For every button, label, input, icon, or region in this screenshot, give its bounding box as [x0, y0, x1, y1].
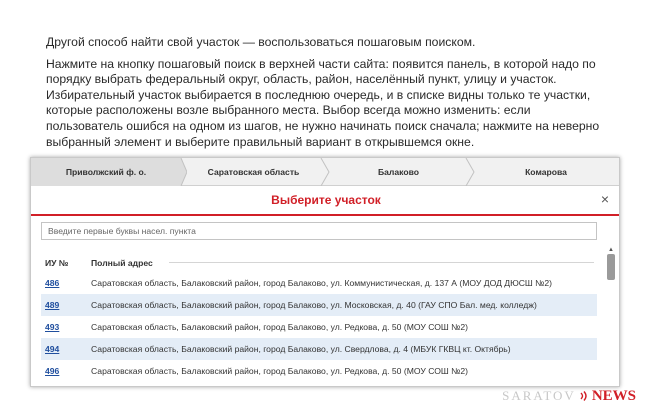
precinct-id-link[interactable]: 486 [45, 278, 60, 288]
breadcrumb-label: Комарова [525, 167, 567, 177]
precinct-list [41, 272, 597, 382]
breadcrumb-street[interactable] [471, 158, 620, 186]
watermark-saratov: SARATOV [502, 388, 576, 403]
header-divider [169, 262, 594, 263]
breadcrumb-federal-district[interactable] [31, 158, 181, 186]
modal-title: Выберите участок [271, 193, 381, 207]
precinct-address: Саратовская область, Балаковский район, город Балаково, ул. Коммунистическая, д. 137 А (МОУ ДОД ДЮСШ №2) [91, 278, 553, 288]
precinct-address: Саратовская область, Балаковский район, город Балаково, ул. Редкова, д. 50 (МОУ СОШ №2) [91, 322, 469, 332]
precinct-address: Саратовская область, Балаковский район, город Балаково, ул. Редкова, д. 50 (МОУ СОШ №2) [91, 366, 469, 376]
table-row[interactable] [41, 338, 597, 360]
intro-text [46, 35, 606, 156]
site-watermark [502, 387, 636, 405]
breadcrumb-city[interactable] [326, 158, 471, 186]
signal-wave-icon [578, 390, 590, 402]
precinct-address: Саратовская область, Балаковский район, город Балаково, ул. Московская, д. 40 (ГАУ СПО Бал. мед. колледж) [91, 300, 537, 310]
breadcrumb-region[interactable] [181, 158, 326, 186]
scroll-up-icon[interactable]: ▲ [608, 247, 614, 253]
list-scrollbar[interactable] [606, 246, 616, 384]
table-row[interactable] [41, 360, 597, 382]
precinct-address: Саратовская область, Балаковский район, город Балаково, ул. Свердлова, д. 4 (МБУК ГКВЦ кт. Октябрь) [91, 344, 511, 354]
watermark-news: NEWS [591, 387, 636, 404]
intro-paragraph-1: Другой способ найти свой участок — воспользоваться пошаговым поиском. [46, 35, 476, 49]
table-row[interactable] [41, 272, 597, 294]
table-row[interactable] [41, 316, 597, 338]
modal-header [31, 186, 620, 216]
close-icon[interactable]: × [600, 191, 609, 207]
breadcrumb-label: Саратовская область [207, 167, 300, 177]
settlement-search-input[interactable] [41, 222, 597, 240]
precinct-id-link[interactable]: 493 [45, 322, 60, 332]
breadcrumb-label: Балаково [377, 167, 420, 177]
column-header-id: ИУ № [45, 258, 69, 268]
precinct-id-link[interactable]: 496 [45, 366, 60, 376]
breadcrumb-label: Приволжский ф. о. [65, 167, 147, 177]
step-search-widget [30, 157, 620, 387]
breadcrumb [31, 158, 620, 186]
table-row[interactable] [41, 294, 597, 316]
precinct-id-link[interactable]: 494 [45, 344, 60, 354]
column-header-address: Полный адрес [91, 258, 153, 268]
intro-paragraph-2: Нажмите на кнопку пошаговый поиск в верхней части сайта: появится панель, в которой надо по порядку выбрать федеральный округ, область, район, населённый пункт, улицу и участок. Избирательный участок выбирается в последнюю очередь, и в списке видны только те участки, которые расположены возле выбранного места. Выбор всегда можно изменить: если пользователь ошибся на одном из шагов, не нужно начинать поиск сначала; нажмите на неверно выбранный элемент и выберите правильный вариант в открывшемся окне. [46, 56, 600, 149]
table-header [41, 254, 597, 272]
precinct-id-link[interactable]: 489 [45, 300, 60, 310]
scrollbar-thumb[interactable] [607, 254, 615, 280]
